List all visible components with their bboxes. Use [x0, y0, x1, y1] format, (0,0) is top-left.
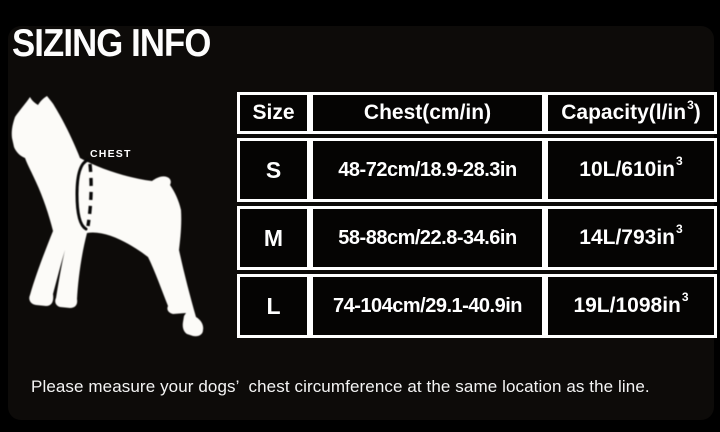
chest-range-value: 74-104cm/29.1-40.9in — [310, 274, 545, 338]
capacity-superscript: 3 — [676, 154, 683, 168]
header-capacity-paren: ) — [693, 101, 701, 124]
dog-silhouette-shape — [12, 96, 203, 336]
capacity-value — [545, 138, 717, 202]
measurement-note: Please measure your dogs’ chest circumference at the same location as the line. — [31, 377, 650, 396]
chest-label: CHEST — [90, 148, 132, 160]
header-size: Size — [237, 92, 310, 134]
chest-range-value: 48-72cm/18.9-28.3in — [310, 138, 545, 202]
size-value: L — [237, 274, 310, 338]
chest-range-value: 58-88cm/22.8-34.6in — [310, 206, 545, 270]
size-value: M — [237, 206, 310, 270]
header-capacity-text: Capacity(l/in — [561, 101, 687, 124]
capacity-text: 14L/793in — [579, 226, 676, 249]
capacity-text: 19L/1098in — [573, 294, 681, 317]
table-header-row — [237, 92, 717, 134]
capacity-value — [545, 206, 717, 270]
capacity-text: 10L/610in — [579, 158, 676, 181]
table-row-small — [237, 138, 717, 202]
header-capacity-superscript: 3 — [687, 98, 694, 112]
capacity-superscript: 3 — [681, 290, 689, 304]
header-capacity — [545, 92, 717, 134]
table-row-large — [237, 274, 717, 338]
table-row-medium — [237, 206, 717, 270]
capacity-superscript: 3 — [676, 222, 683, 236]
sizing-table — [237, 88, 717, 342]
page-title: SIZING INFO — [12, 22, 211, 65]
header-chest: Chest(cm/in) — [310, 92, 545, 134]
size-value: S — [237, 138, 310, 202]
capacity-value — [545, 274, 717, 338]
